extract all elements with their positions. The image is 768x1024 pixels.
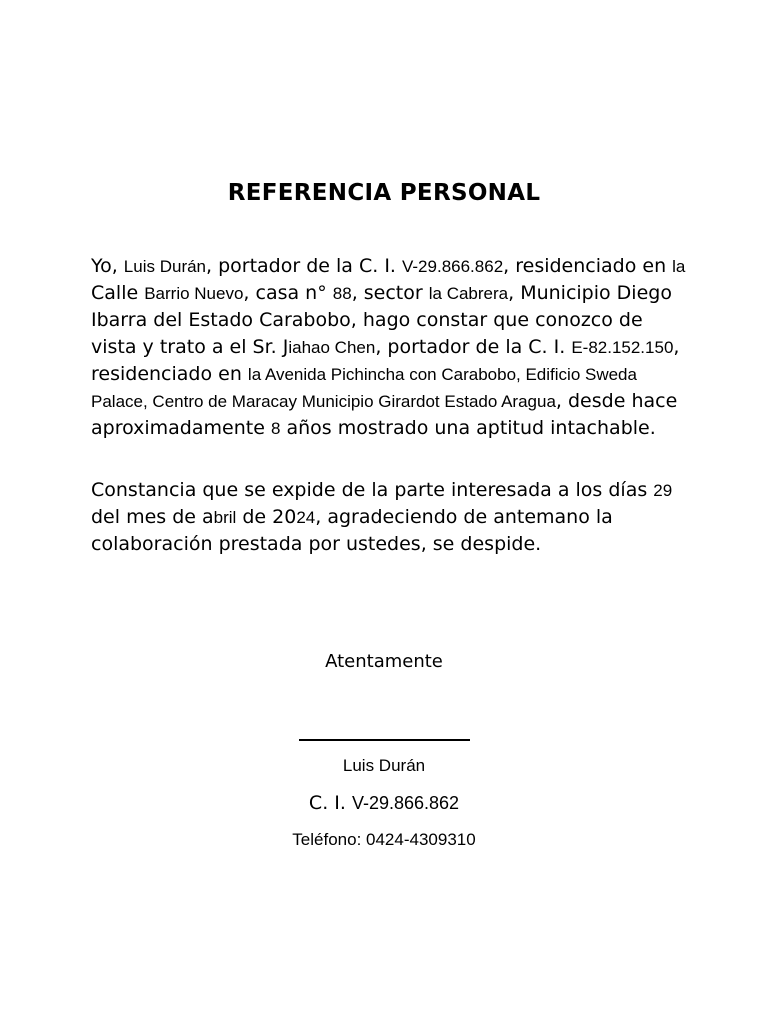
text-segment: , portador de la C. I. [375,336,572,358]
text-segment: de 20 [236,506,297,528]
issuer-street: Barrio Nuevo [144,284,244,303]
document-title: REFERENCIA PERSONAL [227,180,541,206]
signer-ci-label: C. I. [308,792,352,814]
text-segment: , desde hace aproximadamente [91,390,678,439]
text-segment: , casa n° [243,282,333,304]
issuer-house-number: 88 [332,284,352,303]
text-segment: , Municipio Diego Ibarra del Estado Carabobo, hago constar que conozco de vista y trato a el Sr. J [91,282,672,358]
signature-line [299,739,470,741]
signer-ci [0,792,768,814]
text-segment: , residenciado en [503,255,673,277]
issue-month: bril [213,508,237,527]
text-segment: , sector [351,282,429,304]
text-segment: Calle [91,282,145,304]
issuer-ci: V-29.866.862 [402,257,504,276]
issue-day: 29 [653,481,673,500]
signer-name: Luis Durán [342,756,426,775]
referenced-person-ci: E-82.152.150 [571,338,674,357]
reference-paragraph [91,253,691,442]
text-segment: del mes de a [91,506,214,528]
referenced-person-name: iahao Chen [288,338,376,357]
text-segment: la [672,257,686,276]
signer-phone: Teléfono: 0424-4309310 [292,830,476,849]
issuer-name: Luis Durán [123,257,207,276]
text-segment: Constancia que se expide de la parte interesada a los días [91,479,654,501]
text-segment: , agradeciendo de antemano la colaboración prestada por ustedes, se despide. [91,506,613,555]
text-segment: Yo, [91,255,124,277]
issuer-sector: la Cabrera [428,284,509,303]
text-segment: , portador de la C. I. [206,255,402,277]
text-segment: años mostrado una aptitud intachable. [280,417,656,439]
text-segment: , residenciado en [91,336,680,385]
issue-year: 24 [296,508,316,527]
signer-ci-value: V-29.866.862 [351,793,460,813]
referenced-person-address: la Avenida Pichincha con Carabobo, Edificio Sweda Palace, Centro de Maracay Municipio Girardot Estado Aragua [91,365,637,411]
years-known: 8 [270,419,281,438]
closing-salutation: Atentamente [325,651,443,672]
constancy-paragraph [91,477,691,558]
